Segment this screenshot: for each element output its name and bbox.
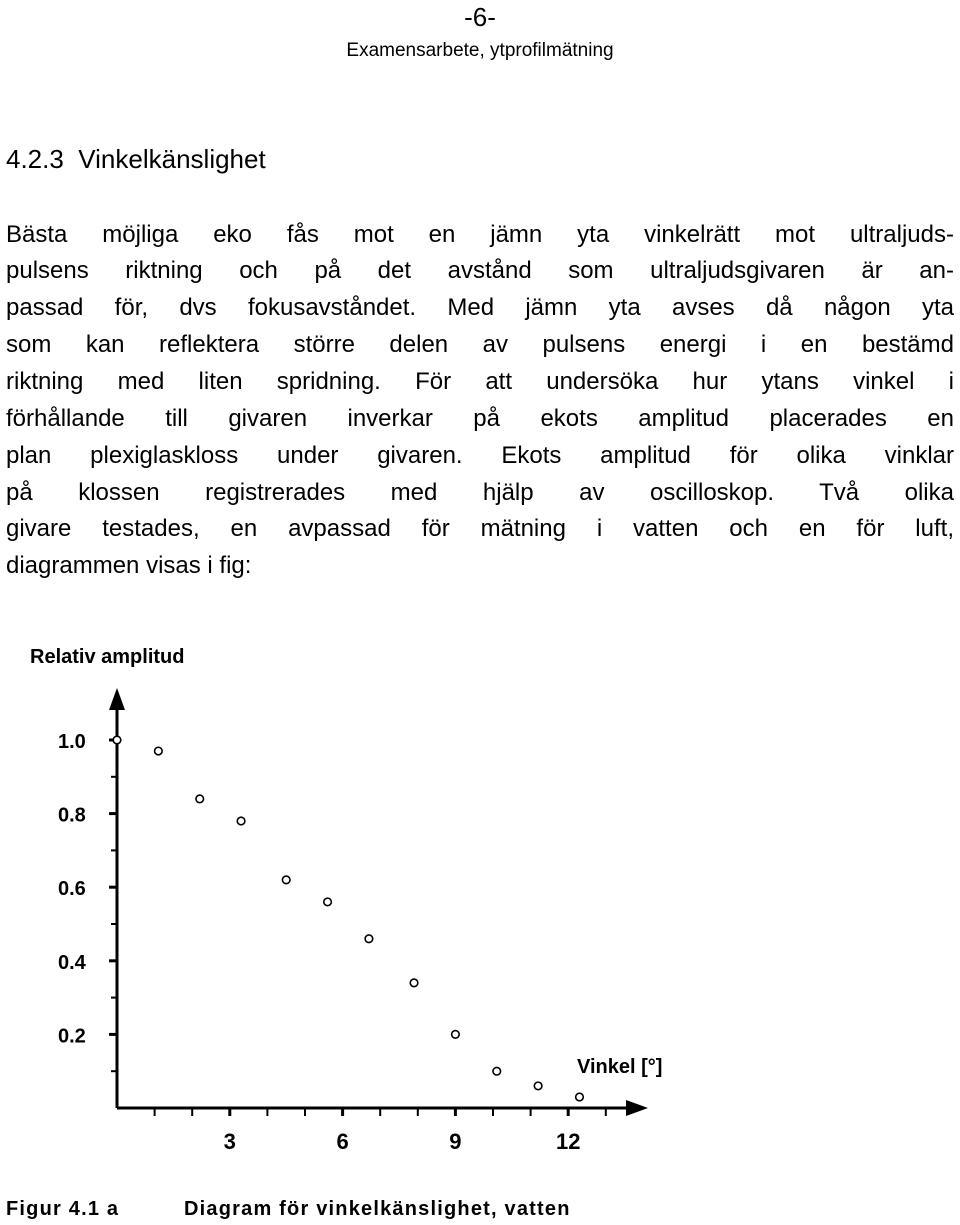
body-line: diagrammen visas i fig: — [6, 552, 252, 579]
page-number: -6- — [464, 2, 496, 32]
data-point — [282, 876, 290, 884]
data-point — [324, 898, 332, 906]
section-heading: 4.2.3 Vinkelkänslighet — [6, 144, 266, 174]
body-line: Bästa möjliga eko fås mot en jämn yta vinkelrätt mot ultraljuds- — [6, 221, 954, 248]
body-line: som kan reflektera större delen av pulsens energi i en bestämd — [6, 331, 954, 358]
data-point — [493, 1067, 501, 1075]
data-point — [452, 1031, 460, 1039]
data-point — [196, 795, 204, 803]
y-axis-label: Relativ amplitud — [30, 646, 185, 668]
body-line: passad för, dvs fokusavståndet. Med jämn yta avses då någon yta — [6, 294, 954, 321]
data-point — [410, 979, 418, 987]
chart-axes — [109, 688, 648, 1116]
x-tick-label: 3 — [223, 1129, 236, 1154]
y-tick-label: 0.4 — [58, 951, 86, 974]
data-point — [365, 935, 373, 943]
x-tick-label: 12 — [555, 1129, 581, 1154]
y-tick-label: 1.0 — [58, 731, 86, 753]
data-points — [113, 736, 583, 1101]
body-line: på klossen registrerades med hjälp av oscilloskop. Två olika — [6, 479, 954, 506]
data-point — [534, 1082, 542, 1090]
x-tick-label: 6 — [336, 1129, 349, 1154]
data-point — [113, 736, 121, 744]
data-point — [576, 1093, 584, 1101]
caption-text: Diagram för vinkelkänslighet, vatten — [184, 1198, 571, 1220]
figure-label: Figur 4.1 a — [6, 1198, 120, 1220]
body-line: förhållande till givaren inverkar på ekots amplitud placerades en — [6, 405, 954, 432]
body-line: pulsens riktning och på det avstånd som ultraljudsgivaren är an- — [6, 257, 954, 284]
amplitude-scatter-chart — [0, 630, 960, 1190]
x-ticks — [155, 1108, 606, 1154]
y-tick-label: 0.6 — [58, 878, 86, 901]
y-tick-label: 0.8 — [58, 804, 86, 827]
body-line: givare testades, en avpassad för mätning i vatten och en för luft, — [6, 515, 954, 542]
y-ticks — [58, 731, 117, 1071]
x-tick-label: 9 — [449, 1129, 462, 1154]
data-point — [237, 817, 245, 825]
y-axis-arrow — [109, 688, 125, 710]
x-axis-arrow — [626, 1100, 648, 1116]
body-line: riktning med liten spridning. För att undersöka hur ytans vinkel i — [6, 368, 954, 395]
y-tick-label: 0.2 — [58, 1025, 86, 1048]
x-axis-label: Vinkel [°] — [577, 1056, 663, 1078]
data-point — [155, 747, 163, 755]
figure-caption — [6, 1198, 571, 1221]
body-line: plan plexiglaskloss under givaren. Ekots amplitud för olika vinklar — [6, 442, 954, 469]
running-header: Examensarbete, ytprofilmätning — [346, 40, 614, 61]
